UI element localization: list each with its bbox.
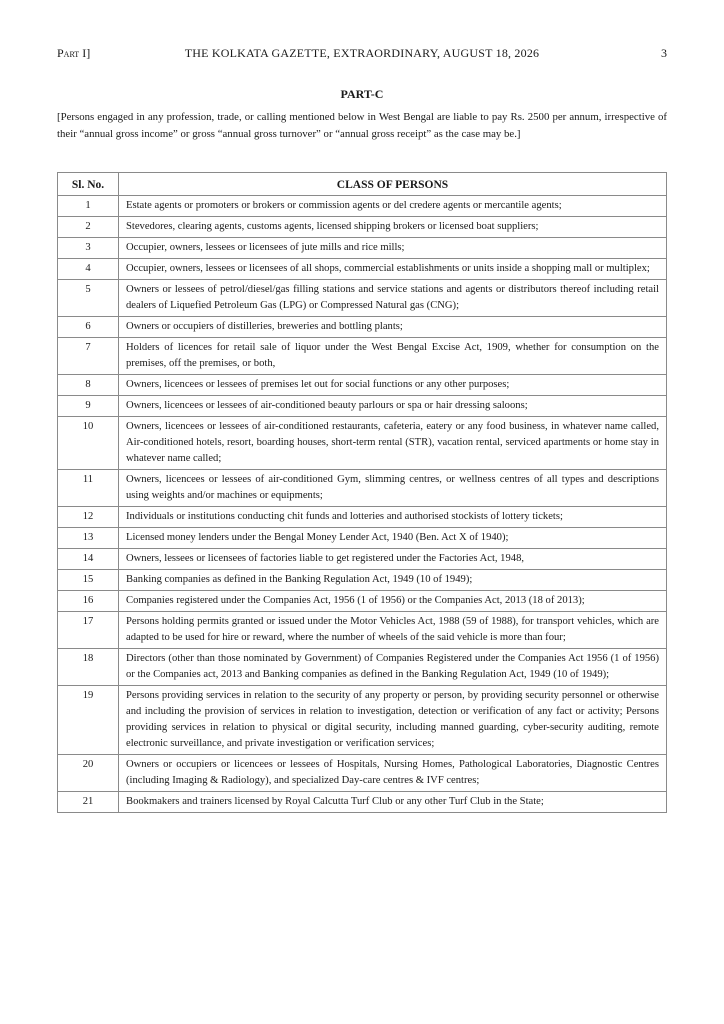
intro-paragraph: [Persons engaged in any profession, trade, or calling mentioned below in West Bengal are liable to pay Rs. 2500 per annum, irrespective of their “annual gross income” or gross “annual gross turnover” or “annual gross receipt” as the case may be.] (57, 111, 667, 140)
serial-number-cell: 16 (58, 591, 119, 612)
class-of-persons-cell: Owners, licencees or lessees of premises let out for social functions or any other purposes; (119, 375, 667, 396)
table-row (58, 196, 667, 217)
serial-number-cell: 12 (58, 507, 119, 528)
class-of-persons-cell: Companies registered under the Companies Act, 1956 (1 of 1956) or the Companies Act, 2013 (18 of 2013); (119, 591, 667, 612)
serial-number-cell: 1 (58, 196, 119, 217)
table-row (58, 549, 667, 570)
class-of-persons-cell: Individuals or institutions conducting chit funds and lotteries and authorised stockists of lottery tickets; (119, 507, 667, 528)
serial-number-cell: 2 (58, 217, 119, 238)
serial-number-cell: 11 (58, 470, 119, 507)
serial-number-cell: 9 (58, 396, 119, 417)
table-header-row (58, 173, 667, 196)
page-header (57, 46, 667, 66)
class-of-persons-cell: Owners, licencees or lessees of air-conditioned restaurants, cafeteria, eatery or any food business, in whatever name called, Air-conditioned hotels, resort, boarding houses, short-term rental (STR), vacation rental, serviced apartments or home stay in whatever name called; (119, 417, 667, 470)
class-of-persons-cell: Banking companies as defined in the Banking Regulation Act, 1949 (10 of 1949); (119, 570, 667, 591)
table-row (58, 317, 667, 338)
class-of-persons-cell: Owners, licencees or lessees of air-conditioned beauty parlours or spa or hair dressing saloons; (119, 396, 667, 417)
class-of-persons-cell: Persons holding permits granted or issued under the Motor Vehicles Act, 1988 (59 of 1988), for transport vehicles, which are adapted to be used for hire or reward, where the number of wheels of the said vehicle is more than four; (119, 612, 667, 649)
serial-number-cell: 18 (58, 649, 119, 686)
class-of-persons-cell: Licensed money lenders under the Bengal Money Lender Act, 1940 (Ben. Act X of 1940); (119, 528, 667, 549)
class-of-persons-cell: Owners, lessees or licensees of factories liable to get registered under the Factories Act, 1948, (119, 549, 667, 570)
serial-number-cell: 13 (58, 528, 119, 549)
class-of-persons-cell: Occupier, owners, lessees or licensees of all shops, commercial establishments or units inside a shopping mall or multiplex; (119, 259, 667, 280)
page-number: 3 (661, 46, 667, 60)
serial-number-cell: 15 (58, 570, 119, 591)
class-of-persons-cell: Estate agents or promoters or brokers or commission agents or del credere agents or mercantile agents; (119, 196, 667, 217)
serial-number-cell: 17 (58, 612, 119, 649)
table-row (58, 396, 667, 417)
serial-number-cell: 20 (58, 755, 119, 792)
serial-number-cell: 4 (58, 259, 119, 280)
table-row (58, 375, 667, 396)
section-title: PART-C (340, 87, 384, 101)
table-row (58, 755, 667, 792)
column-header-class-of-persons: CLASS OF PERSONS (119, 173, 667, 196)
table-row (58, 507, 667, 528)
table-row (58, 280, 667, 317)
table-row (58, 591, 667, 612)
part-label: Part I] (57, 46, 91, 60)
serial-number-cell: 14 (58, 549, 119, 570)
table-row (58, 612, 667, 649)
class-of-persons-cell: Holders of licences for retail sale of liquor under the West Bengal Excise Act, 1909, whether for consumption on the premises, off the premises, or both, (119, 338, 667, 375)
serial-number-cell: 7 (58, 338, 119, 375)
table-row (58, 649, 667, 686)
table-row (58, 686, 667, 755)
class-of-persons-table (57, 172, 667, 813)
gazette-title: THE KOLKATA GAZETTE, EXTRAORDINARY, AUGUST 18, 2026 (184, 46, 540, 60)
table-row (58, 792, 667, 813)
table-row (58, 238, 667, 259)
table-row (58, 259, 667, 280)
class-of-persons-cell: Persons providing services in relation to the security of any property or person, by providing security personnel or otherwise and including the provision of services in relation to investigation, detection or verification of any fact or activity; Persons providing services in relation to physical or digital security, including manned guarding, cyber-security auditing, remote electronic surveillance, and private investigation or verification services; (119, 686, 667, 755)
table-row (58, 338, 667, 375)
class-of-persons-cell: Stevedores, clearing agents, customs agents, licensed shipping brokers or licensed boat suppliers; (119, 217, 667, 238)
class-of-persons-cell: Owners, licencees or lessees of air-conditioned Gym, slimming centres, or wellness centres of all types and descriptions using weights and/or machines or equipments; (119, 470, 667, 507)
serial-number-cell: 8 (58, 375, 119, 396)
serial-number-cell: 21 (58, 792, 119, 813)
serial-number-cell: 5 (58, 280, 119, 317)
serial-number-cell: 10 (58, 417, 119, 470)
class-of-persons-cell: Bookmakers and trainers licensed by Royal Calcutta Turf Club or any other Turf Club in the State; (119, 792, 667, 813)
table-row (58, 570, 667, 591)
class-of-persons-cell: Directors (other than those nominated by Government) of Companies Registered under the Companies Act 1956 (1 of 1956) or the Companies act, 2013 and Banking companies as defined in the Banking Regulation Act, 1949 (10 of 1949); (119, 649, 667, 686)
table-row (58, 217, 667, 238)
serial-number-cell: 6 (58, 317, 119, 338)
class-of-persons-cell: Owners or lessees of petrol/diesel/gas filling stations and service stations and agents or distributors thereof including retail dealers of Liquefied Petroleum Gas (LPG) or Compressed Natural gas (CNG); (119, 280, 667, 317)
class-of-persons-cell: Occupier, owners, lessees or licensees of jute mills and rice mills; (119, 238, 667, 259)
table-row (58, 417, 667, 470)
serial-number-cell: 19 (58, 686, 119, 755)
table-row (58, 528, 667, 549)
table-body (58, 196, 667, 813)
serial-number-cell: 3 (58, 238, 119, 259)
class-of-persons-cell: Owners or occupiers or licencees or lessees of Hospitals, Nursing Homes, Pathological Laboratories, Diagnostic Centres (including Imaging & Radiology), and specialized Day-care centres & IVF centres; (119, 755, 667, 792)
table-row (58, 470, 667, 507)
column-header-sl-no: Sl. No. (58, 173, 119, 196)
class-of-persons-cell: Owners or occupiers of distilleries, breweries and bottling plants; (119, 317, 667, 338)
